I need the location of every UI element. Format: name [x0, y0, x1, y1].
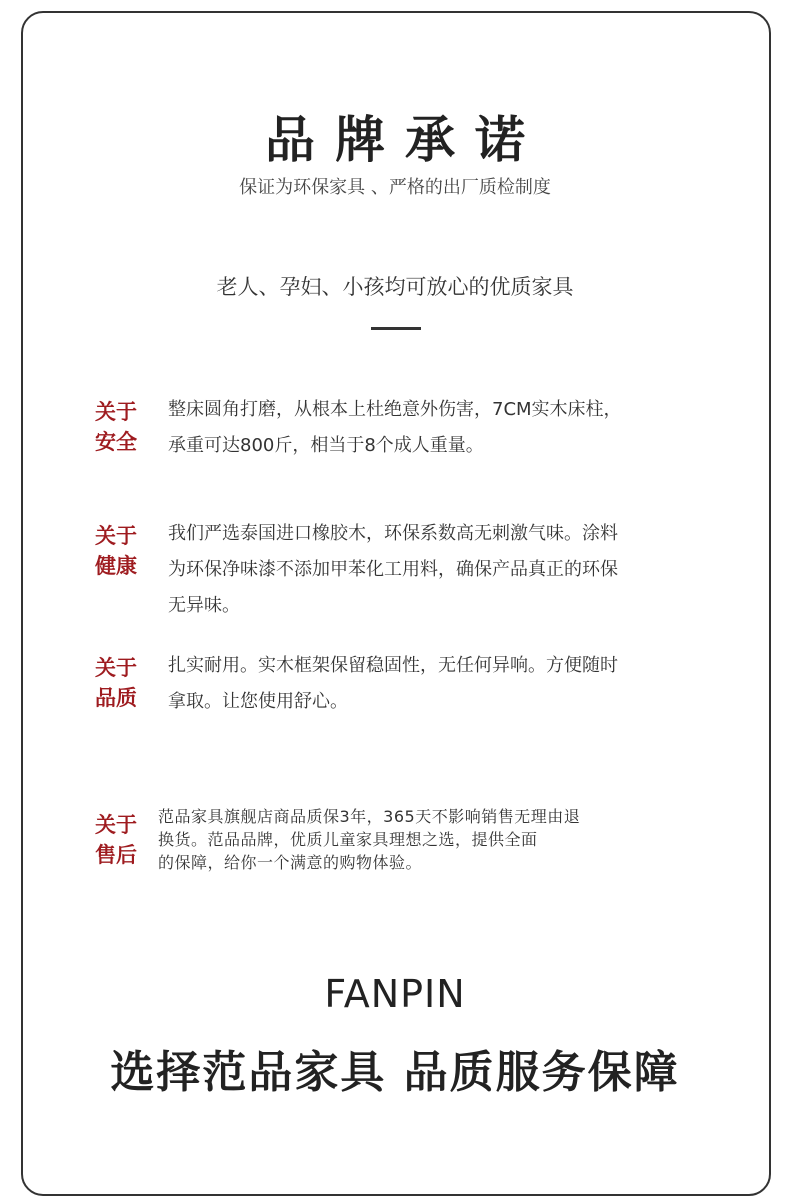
- section-text: 扎实耐用。实木框架保留稳固性，无任何异响。方便随时 拿取。让您使用舒心。: [168, 655, 618, 712]
- section-text: 整床圆角打磨，从根本上杜绝意外伤害，7CM实木床柱， 承重可达800斤，相当于8个成人重量。: [168, 399, 622, 456]
- page-subtitle: 保证为环保家具 、严格的出厂质检制度: [239, 177, 551, 198]
- page-title: 品牌承诺: [265, 111, 545, 169]
- section-label: 关于 安全: [95, 400, 137, 454]
- tagline: 老人、孕妇、小孩均可放心的优质家具: [216, 275, 574, 299]
- slogan: 选择范品家具 品质服务保障: [110, 1047, 680, 1098]
- section-text: 范品家具旗舰店商品质保3年，365天不影响销售无理由退 换货。范品品牌，优质儿童家具理想之选，提供全面 的保障，给你一个满意的购物体验。: [158, 807, 581, 872]
- section-label: 关于 品质: [95, 656, 137, 710]
- section-label: 关于 健康: [95, 524, 137, 578]
- divider: [371, 327, 421, 330]
- brand-name: FANPIN: [324, 972, 466, 1016]
- section-text: 我们严选泰国进口橡胶木，环保系数高无刺激气味。涂料 为环保净味漆不添加甲苯化工用料，确保产品真正的环保 无异味。: [168, 523, 618, 616]
- section-label: 关于 售后: [95, 813, 137, 867]
